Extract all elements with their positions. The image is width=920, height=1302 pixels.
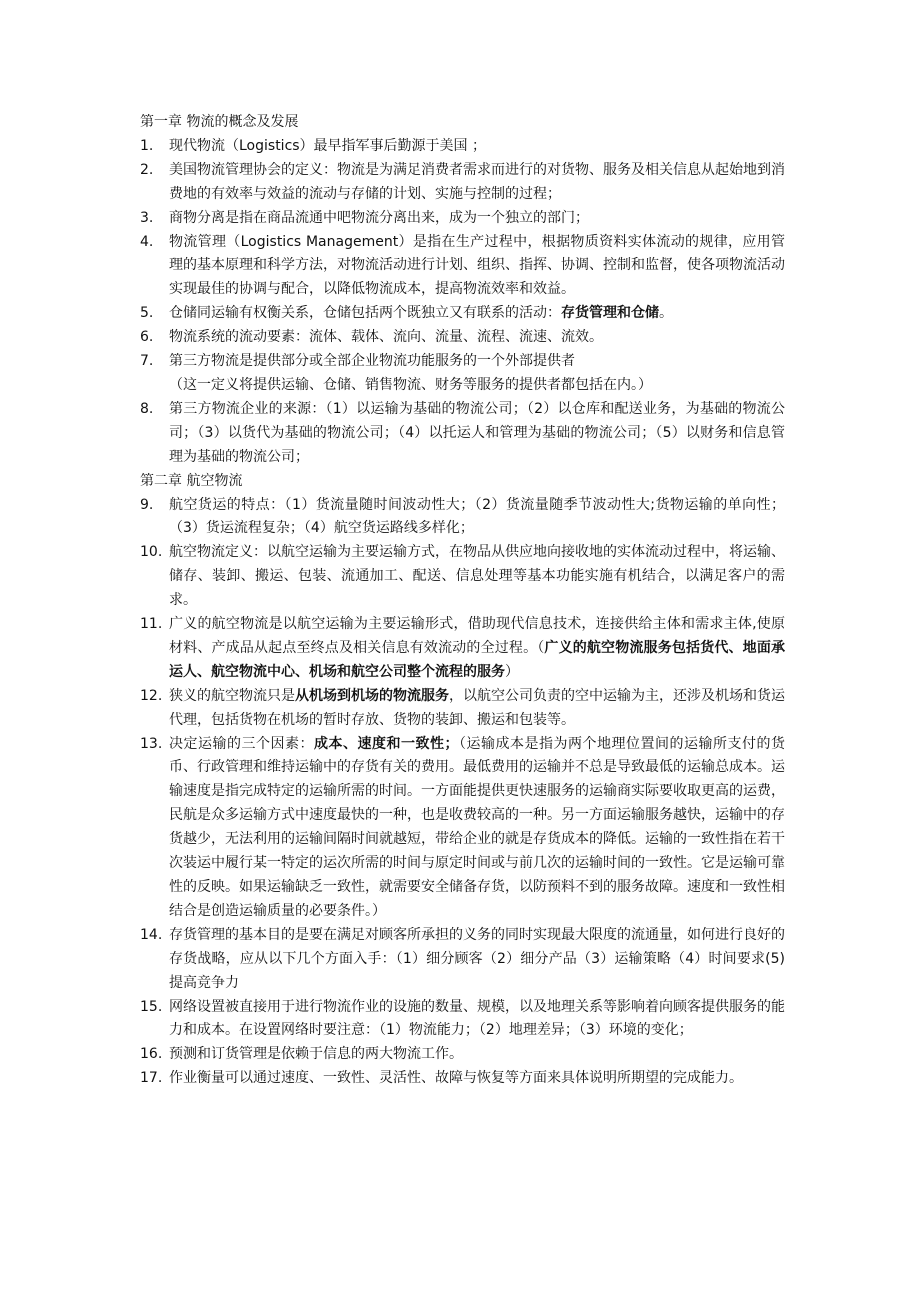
- list-item: [140, 1043, 785, 1067]
- emphasis-text: 成本、速度和一致性；: [314, 735, 459, 752]
- item-number: 11.: [140, 616, 163, 633]
- item-number: 1.: [140, 137, 154, 154]
- list-item: [140, 326, 785, 350]
- item-number: 16.: [140, 1046, 163, 1063]
- list-item: [140, 302, 785, 326]
- chapter-2: [140, 470, 785, 1092]
- list-item: [140, 733, 785, 924]
- item-text: 物流管理（Logistics Management）是指在生产过程中，根据物质资料实体流动的规律，应用管理的基本原理和科学方法，对物流活动进行计划、组织、指挥、协调、控制和监督，使各项物流活动实现最佳的协调与配合，以降低物流成本，提高物流效率和效益。: [169, 233, 785, 298]
- document-page: [140, 111, 785, 1091]
- item-number: 5.: [140, 305, 154, 322]
- list-item: [140, 924, 785, 996]
- list-item: [140, 494, 785, 542]
- list-item: [140, 613, 785, 685]
- chapter-title: 第一章 物流的概念及发展: [140, 114, 299, 130]
- item-number: 7.: [140, 353, 154, 370]
- list-item: [140, 398, 785, 470]
- item-text: 商物分离是指在商品流通中吧物流分离出来，成为一个独立的部门；: [169, 209, 589, 226]
- item-text: 航空物流定义：以航空运输为主要运输方式，在物品从供应地向接收地的实体流动过程中，将运输、储存、装卸、搬运、包装、流通加工、配送、信息处理等基本功能实施有机结合，以满足客户的需求。: [169, 544, 785, 609]
- item-text: 存货管理的基本目的是要在满足对顾客所承担的义务的同时实现最大限度的流通量，如何进行良好的存货战略，应从以下几个方面入手：（1）细分顾客（2）细分产品（3）运输策略（4）时间要求(5) 提高竞争力: [169, 926, 785, 991]
- list-item: [140, 231, 785, 303]
- item-text: 决定运输的三个因素：成本、速度和一致性；（运输成本是指为两个地理位置间的运输所支付的货币、行政管理和维持运输中的存货有关的费用。最低费用的运输并不总是导致最低的运输总成本。运输速度是指完成特定的运输所需的时间。一方面能提供更快速服务的运输商实际要收取更高的运费，民航是众多运输方式中速度最快的一种，也是收费较高的一种。另一方面运输服务越快，运输中的存货越少，无法利用的运输间隔时间就越短，带给企业的就是存货成本的降低。运输的一致性指在若干次装运中履行某一特定的运次所需的时间与原定时间或与前几次的运输时间的一致性。它是运输可靠性的反映。如果运输缺乏一致性，就需要安全储备存货，以防预料不到的服务故障。速度和一致性相结合是创造运输质量的必要条件。）: [169, 735, 785, 919]
- item-text: 物流系统的流动要素：流体、载体、流向、流量、流程、流速、流效。: [169, 329, 603, 346]
- item-text: 网络设置被直接用于进行物流作业的设施的数量、规模，以及地理关系等影响着向顾客提供服务的能力和成本。在设置网络时要注意：（1）物流能力；（2）地理差异；（3）环境的变化；: [169, 998, 785, 1039]
- item-text: 广义的航空物流是以航空运输为主要运输形式，借助现代信息技术，连接供给主体和需求主体,使原材料、产成品从起点至终点及相关信息有效流动的全过程。（广义的航空物流服务包括货代、地面承运人、航空物流中心、机场和航空公司整个流程的服务）: [169, 616, 786, 680]
- emphasis-text: 广义的航空物流服务包括货代、地面承运人、航空物流中心、机场和航空公司整个流程的服务: [169, 639, 786, 680]
- emphasis-text: 存货管理和仓储: [561, 305, 659, 322]
- item-note: （这一定义将提供运输、仓储、销售物流、财务等服务的提供者都包括在内。）: [169, 376, 652, 393]
- item-text: 美国物流管理协会的定义：物流是为满足消费者需求而进行的对货物、服务及相关信息从起始地到消费地的有效率与效益的流动与存储的计划、实施与控制的过程；: [169, 161, 785, 202]
- list-item: [140, 996, 785, 1044]
- item-text: 第三方物流是提供部分或全部企业物流功能服务的一个外部提供者 （这一定义将提供运输、仓储、销售物流、财务等服务的提供者都包括在内。）: [169, 350, 785, 398]
- list-item: [140, 1067, 785, 1091]
- item-number: 9.: [140, 496, 154, 513]
- item-number: 13.: [140, 735, 163, 752]
- list-item: [140, 159, 785, 207]
- item-number: 14.: [140, 926, 163, 943]
- item-text: 作业衡量可以通过速度、一致性、灵活性、故障与恢复等方面来具体说明所期望的完成能力。: [169, 1070, 743, 1087]
- chapter-title: 第二章 航空物流: [140, 472, 243, 489]
- item-number: 17.: [140, 1070, 163, 1087]
- list-item: [140, 135, 785, 159]
- item-number: 2.: [140, 161, 154, 178]
- item-number: 6.: [140, 329, 154, 346]
- item-number: 4.: [140, 233, 154, 250]
- item-number: 3.: [140, 209, 154, 226]
- item-text: 第三方物流企业的来源：（1）以运输为基础的物流公司；（2）以仓库和配送业务，为基础的物流公司；（3）以货代为基础的物流公司；（4）以托运人和管理为基础的物流公司；（5）以财务和信息管理为基础的物流公司；: [169, 400, 785, 465]
- item-number: 12.: [140, 687, 163, 704]
- list-item: [140, 541, 785, 613]
- item-text: 狭义的航空物流只是从机场到机场的物流服务，以航空公司负责的空中运输为主，还涉及机场和货运代理，包括货物在机场的暂时存放、货物的装卸、搬运和包装等。: [169, 687, 785, 728]
- item-text: 预测和订货管理是依赖于信息的两大物流工作。: [169, 1046, 463, 1063]
- item-text: 现代物流（Logistics）最早指军事后勤源于美国 ；: [169, 137, 487, 154]
- list-item: [140, 207, 785, 231]
- chapter-1: [140, 111, 785, 470]
- item-number: 8.: [140, 400, 154, 417]
- emphasis-text: 从机场到机场的物流服务: [295, 687, 449, 704]
- item-text: 航空货运的特点：（1）货流量随时间波动性大；（2）货流量随季节波动性大;货物运输的单向性；（3）货运流程复杂；（4）航空货运路线多样化；: [169, 496, 785, 537]
- item-text: 仓储同运输有权衡关系，仓储包括两个既独立又有联系的活动：存货管理和仓储。: [169, 305, 673, 322]
- item-number: 15.: [140, 998, 163, 1015]
- item-number: 10.: [140, 544, 163, 561]
- list-item: [140, 685, 785, 733]
- list-item: [140, 350, 785, 398]
